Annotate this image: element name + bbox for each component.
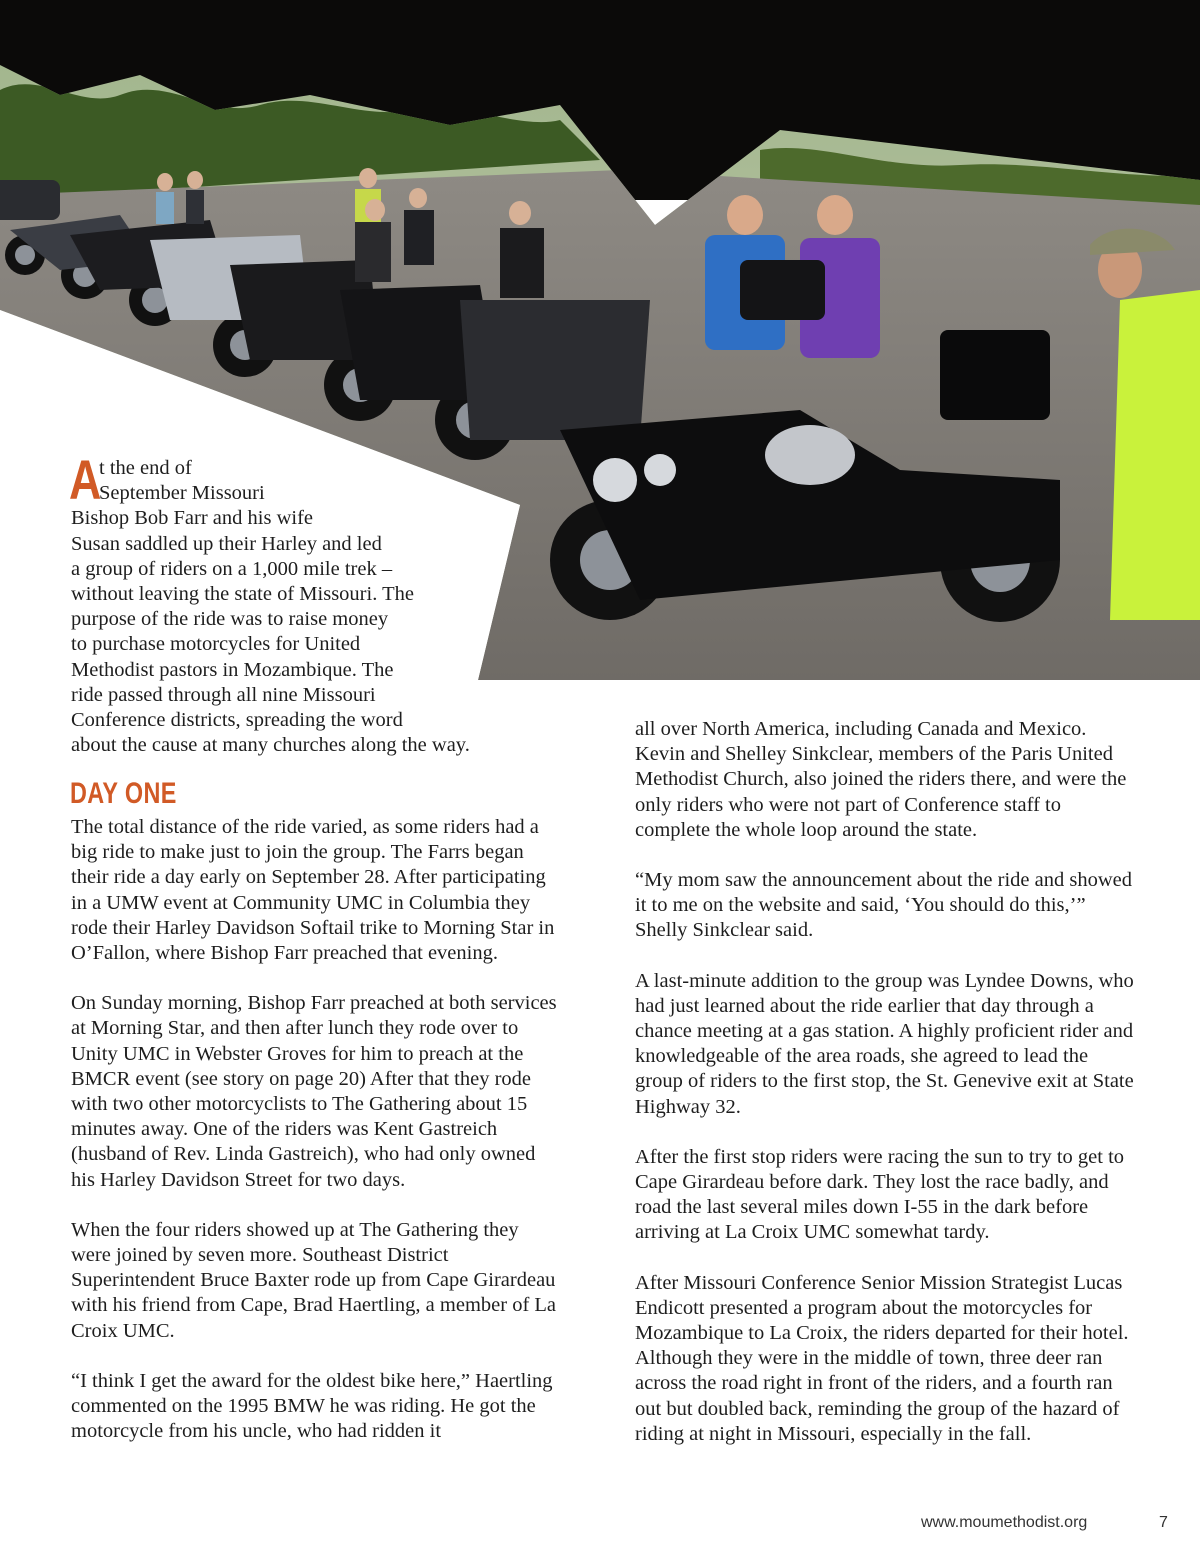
page-number: 7 [1159, 1514, 1168, 1531]
intro-line: without leaving the state of Missouri. The [71, 583, 414, 606]
intro-line: to purchase motorcycles for United [71, 633, 361, 656]
intro-paragraph [69, 448, 511, 758]
paragraph: The total distance of the ride varied, as some riders had a big ride to make just to join the group. The Farrs began their ride a day early on September 28. After participating in a UMW event at Community UMC in Columbia they rode their Harley Davidson Softail trike to Morning Star in O’Fallon, where Bishop Farr preached that evening. [71, 816, 555, 965]
intro-line: ride passed through all nine Missouri [71, 683, 376, 706]
intro-line: September Missouri [99, 482, 265, 505]
paragraph: all over North America, including Canada and Mexico. Kevin and Shelley Sinkclear, members of the Paris United Methodist Church, also joined the riders there, and were the only riders who were not part of Conference staff to complete the whole loop around the state. [635, 718, 1127, 841]
intro-line: Bishop Bob Farr and his wife [71, 507, 313, 530]
website-link[interactable]: www.moumethodist.org [921, 1514, 1088, 1531]
intro-line: about the cause at many churches along the way. [71, 734, 470, 757]
left-column [71, 815, 561, 1469]
section-heading: DAY ONE [70, 777, 177, 810]
drop-cap: A [69, 448, 102, 511]
paragraph: After Missouri Conference Senior Mission Strategist Lucas Endicott presented a program about the motorcycles for Mozambique to La Croix, the riders departed for their hotel. Although they were in the middle of town, three deer ran across the road right in front of the riders, and a fourth ran out but doubled back, reminding the group of the hazard of riding at night in Missouri, especially in the fall. [635, 1271, 1129, 1445]
paragraph: A last-minute addition to the group was Lyndee Downs, who had just learned about the ride earlier that day through a chance meeting at a gas station. A highly proficient rider and knowledgeable of the area roads, she agreed to lead the group of riders to the first stop, the St. Genevive exit at State Highway 32. [635, 969, 1134, 1118]
right-column [635, 717, 1135, 1472]
intro-line: t the end of [99, 457, 192, 479]
intro-line: a group of riders on a 1,000 mile trek – [71, 557, 393, 580]
paragraph: After the first stop riders were racing the sun to try to get to Cape Girardeau before dark. They lost the race badly, and road the last several miles down I-55 in the dark before arriving at La Croix UMC somewhat tardy. [635, 1145, 1125, 1244]
paragraph: When the four riders showed up at The Gathering they were joined by seven more. Southeast District Superintendent Bruce Baxter rode up from Cape Girardeau with his friend from Cape, Brad Haertling, a member of La Croix UMC. [71, 1218, 557, 1342]
intro-line: Conference districts, spreading the word [71, 709, 403, 732]
intro-line: Methodist pastors in Mozambique. The [71, 658, 394, 681]
paragraph: On Sunday morning, Bishop Farr preached at both services at Morning Star, and then after lunch they rode over to Unity UMC in Webster Groves for him to preach at the BMCR event (see story on page 20) After that they rode with two other motorcyclists to The Gathering about 15 minutes away. One of the riders was Kent Gastreich (husband of Rev. Linda Gastreich), who had only owned his Harley Davidson Street for two days. [71, 992, 557, 1191]
intro-line: Susan saddled up their Harley and led [71, 532, 382, 555]
intro-line: purpose of the ride was to raise money [71, 608, 389, 631]
paragraph: “I think I get the award for the oldest bike here,” Haertling commented on the 1995 BMW he was riding. He got the motorcycle from his uncle, who had ridden it [71, 1369, 553, 1443]
paragraph: “My mom saw the announcement about the ride and showed it to me on the website and said, ‘You should do this,’” Shelly Sinkclear said. [635, 869, 1132, 942]
